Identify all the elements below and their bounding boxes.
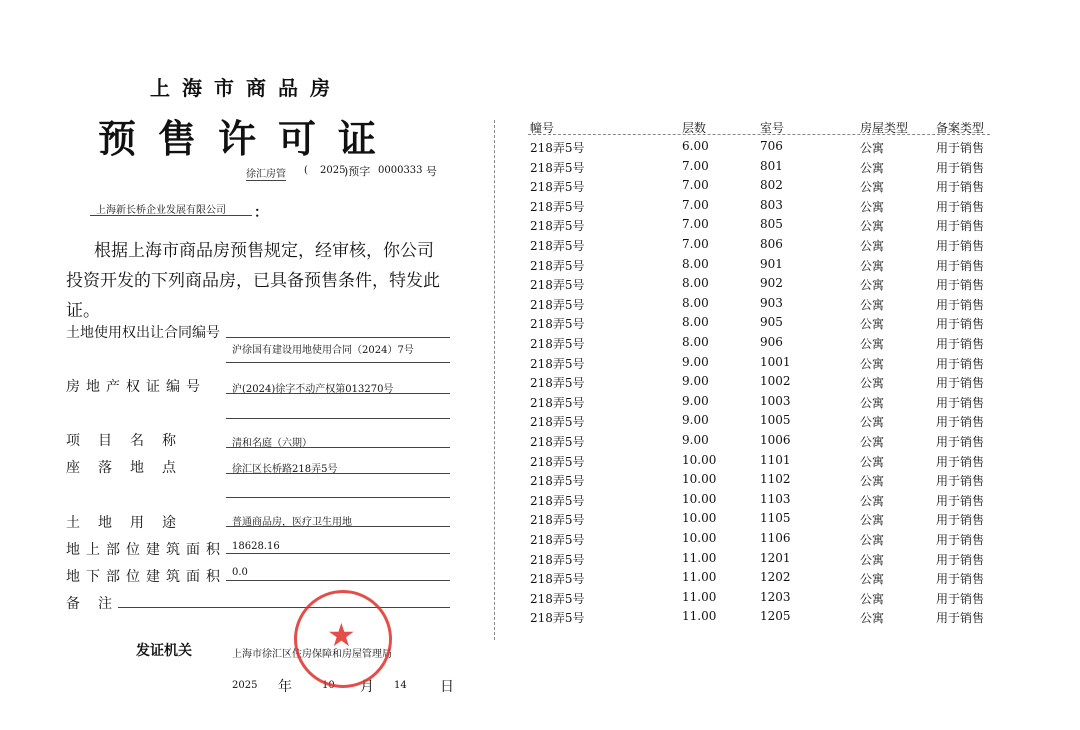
company-name: 上海新长桥企业发展有限公司 <box>96 205 226 216</box>
company-colon: ： <box>254 205 268 221</box>
cell-building: 218弄5号 <box>530 533 585 547</box>
cell-floors: 8.00 <box>682 295 709 310</box>
cell-room: 1102 <box>760 472 791 487</box>
cell-floors: 11.00 <box>682 609 717 624</box>
cell-filing-type: 用于销售 <box>936 552 985 567</box>
cell-room: 901 <box>760 256 783 271</box>
cell-building: 218弄5号 <box>530 376 585 391</box>
cell-room: 1005 <box>760 413 791 428</box>
cell-room: 1001 <box>760 354 791 369</box>
cell-room: 1006 <box>760 433 791 447</box>
cell-building: 218弄5号 <box>530 513 585 528</box>
cell-room: 1103 <box>760 491 791 506</box>
field-label-above-ground-area: 地上部位建筑面积 <box>66 542 226 558</box>
field-value-underground-area: 0.0 <box>232 567 248 578</box>
cell-filing-type: 用于销售 <box>936 454 985 469</box>
cell-filing-type: 用于销售 <box>936 395 985 410</box>
official-seal <box>294 590 392 688</box>
cell-filing-type: 用于销售 <box>936 278 985 293</box>
field-value-land-contract: 沪徐国有建设用地使用合同（2024）7号 <box>232 345 414 356</box>
cell-floors: 7.00 <box>682 217 709 232</box>
cell-floors: 10.00 <box>682 452 717 467</box>
cell-building: 218弄5号 <box>530 395 585 410</box>
field-underline <box>226 580 450 581</box>
cell-floors: 9.00 <box>682 393 709 408</box>
field-label-property-cert: 房地产权证编号 <box>66 379 206 395</box>
cell-filing-type: 用于销售 <box>936 141 985 155</box>
cell-building: 218弄5号 <box>530 160 585 175</box>
cell-floors: 7.00 <box>682 237 709 251</box>
date-year-label: 年 <box>278 679 292 695</box>
cell-building: 218弄5号 <box>530 258 585 273</box>
cell-house-type: 公寓 <box>860 454 885 469</box>
cell-building: 218弄5号 <box>530 337 585 351</box>
cell-room: 1203 <box>760 589 791 604</box>
cell-building: 218弄5号 <box>530 278 585 293</box>
cell-room: 902 <box>760 276 783 291</box>
cell-house-type: 公寓 <box>860 395 885 410</box>
header-house-type: 房屋类型 <box>860 121 909 135</box>
cell-house-type: 公寓 <box>860 317 885 332</box>
cell-room: 903 <box>760 295 783 310</box>
cell-house-type: 公寓 <box>860 297 885 312</box>
field-value-project-name: 清和名庭（六期） <box>232 438 312 449</box>
cell-filing-type: 用于销售 <box>936 239 985 253</box>
cell-filing-type: 用于销售 <box>936 219 985 234</box>
cell-building: 218弄5号 <box>530 591 585 606</box>
cell-room: 802 <box>760 178 783 193</box>
cell-building: 218弄5号 <box>530 199 585 214</box>
cell-house-type: 公寓 <box>860 180 885 195</box>
cell-building: 218弄5号 <box>530 435 585 449</box>
cell-floors: 9.00 <box>682 354 709 369</box>
number-year: 2025 <box>320 165 346 176</box>
cell-building: 218弄5号 <box>530 552 585 567</box>
cell-room: 1003 <box>760 393 791 408</box>
cell-house-type: 公寓 <box>860 474 885 489</box>
cell-floors: 11.00 <box>682 589 717 604</box>
cell-room: 1106 <box>760 531 791 545</box>
cell-floors: 8.00 <box>682 276 709 291</box>
cell-filing-type: 用于销售 <box>936 435 985 449</box>
cell-floors: 10.00 <box>682 511 717 526</box>
issuer-name: 上海市徐汇区住房保障和房屋管理局 <box>232 649 392 660</box>
company-underline <box>90 215 252 216</box>
cell-floors: 6.00 <box>682 139 709 153</box>
cell-filing-type: 用于销售 <box>936 591 985 606</box>
field-underline <box>226 497 450 498</box>
cell-room: 1105 <box>760 511 791 526</box>
cell-house-type: 公寓 <box>860 415 885 430</box>
cell-house-type: 公寓 <box>860 141 885 155</box>
cell-floors: 8.00 <box>682 315 709 330</box>
cell-floors: 10.00 <box>682 472 717 487</box>
cell-building: 218弄5号 <box>530 572 585 587</box>
cell-floors: 8.00 <box>682 335 709 349</box>
cell-floors: 8.00 <box>682 256 709 271</box>
cell-house-type: 公寓 <box>860 239 885 253</box>
office-name: 徐汇房管 <box>246 165 286 181</box>
cell-house-type: 公寓 <box>860 337 885 351</box>
cell-filing-type: 用于销售 <box>936 474 985 489</box>
field-value-location: 徐汇区长桥路218弄5号 <box>232 464 338 475</box>
cell-house-type: 公寓 <box>860 435 885 449</box>
cell-filing-type: 用于销售 <box>936 513 985 528</box>
field-value-property-cert: 沪(2024)徐字不动产权第013270号 <box>232 384 394 395</box>
cell-house-type: 公寓 <box>860 219 885 234</box>
star-icon: ★ <box>327 616 356 654</box>
field-underline <box>226 393 450 394</box>
certificate-body-text: 根据上海市商品房预售规定，经审核，你公司投资开发的下列商品房，已具备预售条件，特发此证。 <box>66 241 440 321</box>
cell-building: 218弄5号 <box>530 141 585 155</box>
cell-room: 706 <box>760 139 783 153</box>
cell-floors: 7.00 <box>682 178 709 193</box>
cell-building: 218弄5号 <box>530 297 585 312</box>
cell-building: 218弄5号 <box>530 611 585 626</box>
header-building: 幢号 <box>530 121 555 135</box>
certificate-title: 预售许可证 <box>98 117 399 161</box>
field-underline <box>226 447 450 448</box>
cell-house-type: 公寓 <box>860 258 885 273</box>
field-underline <box>226 362 450 363</box>
field-underline <box>226 473 450 474</box>
field-underline <box>226 418 450 419</box>
cell-floors: 10.00 <box>682 531 717 545</box>
cell-room: 1205 <box>760 609 791 624</box>
cell-filing-type: 用于销售 <box>936 317 985 332</box>
field-label-land-contract: 土地使用权出让合同编号 <box>66 325 220 341</box>
page-divider <box>494 120 495 640</box>
cell-filing-type: 用于销售 <box>936 572 985 587</box>
certificate-heading-line1: 上海市商品房 <box>150 76 342 100</box>
cell-building: 218弄5号 <box>530 493 585 508</box>
field-value-land-use: 普通商品房，医疗卫生用地 <box>232 517 352 528</box>
cell-filing-type: 用于销售 <box>936 356 985 371</box>
date-day-label: 日 <box>440 679 454 695</box>
cell-building: 218弄5号 <box>530 356 585 371</box>
cell-filing-type: 用于销售 <box>936 180 985 195</box>
field-underline <box>226 553 450 554</box>
cell-filing-type: 用于销售 <box>936 258 985 273</box>
date-year: 2025 <box>232 680 258 691</box>
cell-house-type: 公寓 <box>860 591 885 606</box>
cell-room: 803 <box>760 197 783 212</box>
cell-house-type: 公寓 <box>860 572 885 587</box>
number-suffix: 号 <box>426 165 437 178</box>
cell-building: 218弄5号 <box>530 454 585 469</box>
cell-filing-type: 用于销售 <box>936 160 985 175</box>
cell-building: 218弄5号 <box>530 474 585 489</box>
cell-floors: 9.00 <box>682 413 709 428</box>
field-label-location: 座落地点 <box>66 460 194 476</box>
cell-house-type: 公寓 <box>860 493 885 508</box>
cell-floors: 11.00 <box>682 570 717 585</box>
table-header-divider <box>528 134 990 135</box>
cell-building: 218弄5号 <box>530 239 585 253</box>
cell-house-type: 公寓 <box>860 513 885 528</box>
cell-floors: 7.00 <box>682 158 709 173</box>
field-label-remarks: 备注 <box>66 596 130 612</box>
date-day: 14 <box>394 680 407 691</box>
field-underline <box>118 607 450 608</box>
field-label-project-name: 项目名称 <box>66 433 194 449</box>
cell-filing-type: 用于销售 <box>936 415 985 430</box>
cell-filing-type: 用于销售 <box>936 337 985 351</box>
cell-house-type: 公寓 <box>860 356 885 371</box>
field-label-land-use: 土地用途 <box>66 515 194 531</box>
cell-filing-type: 用于销售 <box>936 297 985 312</box>
cell-house-type: 公寓 <box>860 278 885 293</box>
number-prefix: )预字 <box>344 165 371 178</box>
cell-room: 1202 <box>760 570 791 585</box>
cell-floors: 7.00 <box>682 197 709 212</box>
number-serial: 0000333 <box>378 165 423 176</box>
cell-room: 906 <box>760 335 783 349</box>
header-floors: 层数 <box>682 121 707 135</box>
number-open-paren: ( <box>304 165 308 176</box>
cell-filing-type: 用于销售 <box>936 199 985 214</box>
field-label-underground-area: 地下部位建筑面积 <box>66 569 226 585</box>
cell-room: 1101 <box>760 452 791 467</box>
field-value-above-ground-area: 18628.16 <box>232 541 280 552</box>
cell-floors: 9.00 <box>682 374 709 389</box>
cell-filing-type: 用于销售 <box>936 493 985 508</box>
header-filing-type: 备案类型 <box>936 121 985 135</box>
field-underline <box>226 526 450 527</box>
cell-building: 218弄5号 <box>530 415 585 430</box>
cell-room: 1201 <box>760 550 791 565</box>
cell-filing-type: 用于销售 <box>936 533 985 547</box>
cell-house-type: 公寓 <box>860 199 885 214</box>
cell-building: 218弄5号 <box>530 219 585 234</box>
cell-floors: 10.00 <box>682 491 717 506</box>
date-month: 10 <box>322 680 335 691</box>
header-room: 室号 <box>760 121 785 135</box>
cell-room: 905 <box>760 315 783 330</box>
cell-building: 218弄5号 <box>530 317 585 332</box>
date-month-label: 月 <box>360 679 374 695</box>
cell-house-type: 公寓 <box>860 552 885 567</box>
cell-building: 218弄5号 <box>530 180 585 195</box>
cell-room: 805 <box>760 217 783 232</box>
cell-house-type: 公寓 <box>860 160 885 175</box>
cell-house-type: 公寓 <box>860 376 885 391</box>
cell-house-type: 公寓 <box>860 611 885 626</box>
cell-room: 1002 <box>760 374 791 389</box>
cell-floors: 11.00 <box>682 550 717 565</box>
cell-room: 806 <box>760 237 783 251</box>
cell-house-type: 公寓 <box>860 533 885 547</box>
issuer-label: 发证机关 <box>136 643 192 659</box>
cell-filing-type: 用于销售 <box>936 376 985 391</box>
field-underline <box>226 337 450 338</box>
cell-filing-type: 用于销售 <box>936 611 985 626</box>
cell-floors: 9.00 <box>682 433 709 447</box>
cell-room: 801 <box>760 158 783 173</box>
